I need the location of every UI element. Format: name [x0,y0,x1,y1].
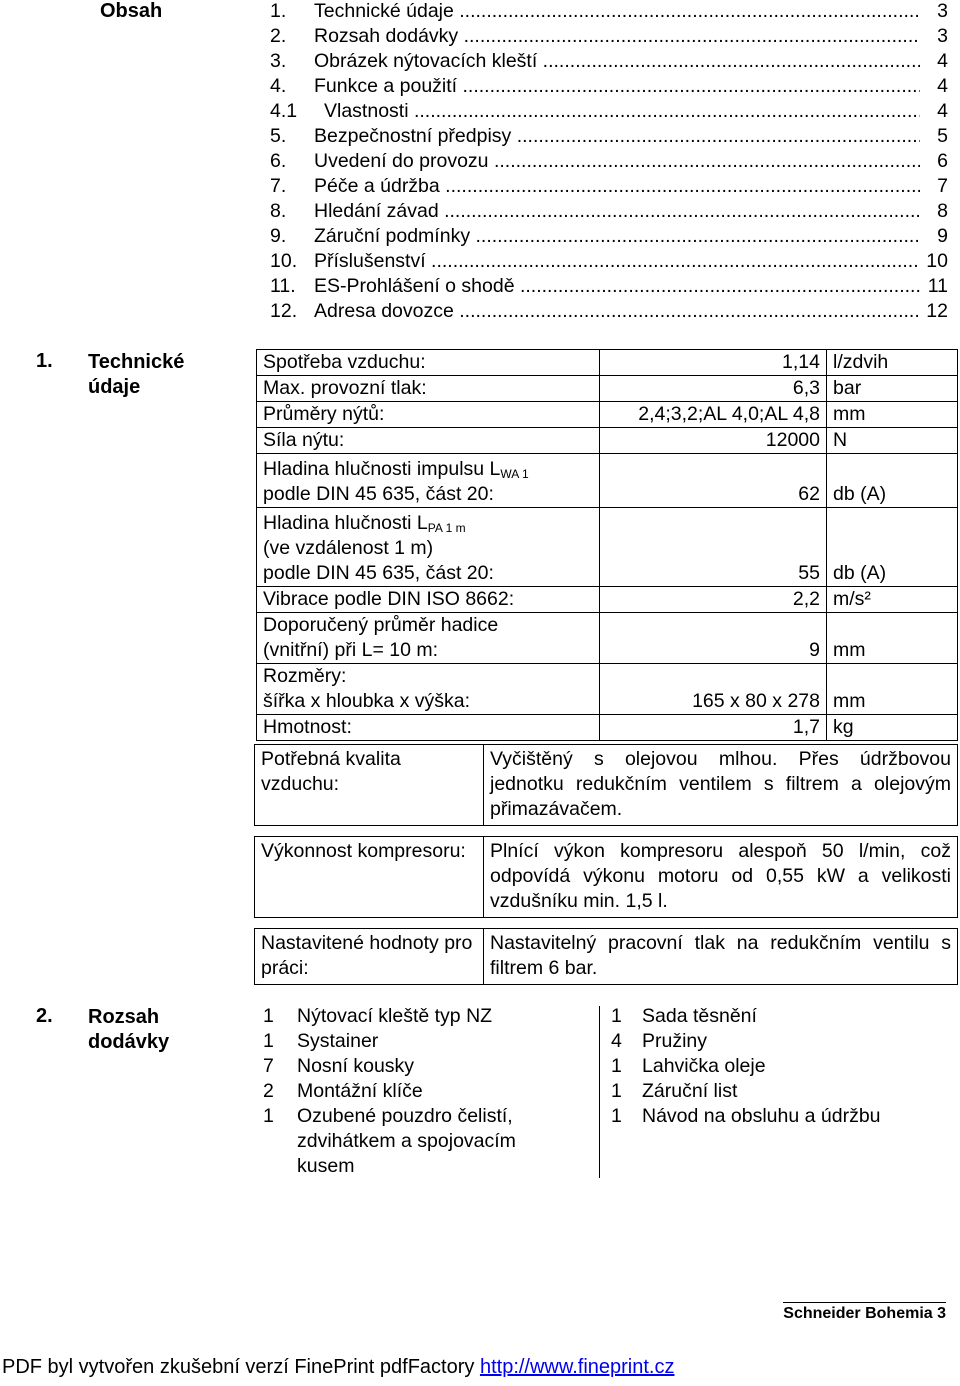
list-item: 7 Nosní kousky [263,1055,415,1077]
table-row: Potřebná kvalita vzduchu: Vyčištěný s olejovou mlhou. Přes údržbovou jednotku redukčním ventilem s filtrem a olejovým přimazávačem. [255,745,958,826]
list-item: 1 Návod na obsluhu a údržbu [611,1105,881,1127]
list-item: 1 Lahvička oleje [611,1055,766,1077]
list-item: 4 Pružiny [611,1030,708,1052]
spec-table [256,349,958,741]
air-quality-table [254,744,958,985]
table-row: Doporučený průměr hadice (vnitřní) při L= 10 m: 9 mm [257,613,958,664]
toc-entry[interactable]: 6. Uvedení do provozu ..... 6 [270,150,950,175]
toc-entry[interactable]: 4.1 Vlastnosti ..... 4 [270,100,950,125]
table-row: Max. provozní tlak: 6,3 bar [257,376,958,402]
list-item: 1 Sada těsnění [611,1005,757,1027]
table-row: Vibrace podle DIN ISO 8662: 2,2 m/s² [257,587,958,613]
table-row: Průměry nýtů: 2,4;3,2;AL 4,0;AL 4,8 mm [257,402,958,428]
section-2-number: 2. [36,1005,53,1027]
toc-entry[interactable]: 1. Technické údaje ..... 3 [270,0,950,25]
table-row: Hladina hlučnosti $L_{PA 1 m}$ (ve vzdálenost 1 m) podle DIN 45 635, část 20: 55 db (A) [257,508,958,587]
list-item: 2 Montážní klíče [263,1080,423,1102]
table-row: Hmotnost: 1,7 kg [257,715,958,741]
section-2-title: Rozsah dodávky [88,1006,170,1053]
pdf-note: PDF byl vytvořen zkušební verzí FinePrint pdfFactory http://www.fineprint.cz [2,1356,675,1378]
fineprint-link[interactable]: http://www.fineprint.cz [479,1356,675,1378]
toc-entry[interactable]: 10. Příslušenství ..... 10 [270,250,950,275]
table-row: Hladina hlučnosti impulsu $L_{WA 1}$ podle DIN 45 635, část 20: 62 db (A) [257,454,958,508]
table-row: Výkonnost kompresoru: Plnící výkon kompresoru alespoň 50 l/min, což odpovídá výkonu motoru od 0,55 kW a velikosti vzdušníku min. 1,5 l. [255,837,958,918]
toc-entry[interactable]: 11. ES-Prohlášení o shodě ..... 11 [270,275,950,300]
toc-entry[interactable]: 3. Obrázek nýtovacích kleští ..... 4 [270,50,950,75]
toc-entry[interactable]: 8. Hledání závad ..... 8 [270,200,950,225]
table-row: Rozměry: šířka x hloubka x výška: 165 x 80 x 278 mm [257,664,958,715]
delivery-list-right [611,1004,951,1129]
toc-heading: Obsah [100,0,163,22]
footer-brand: Schneider Bohemia 3 [783,1302,946,1323]
list-item: 1 Systainer [263,1030,379,1052]
list-item: 1 Ozubené pouzdro čelistí, zdvihátkem a spojovacím kusem [263,1105,516,1177]
delivery-list-left [263,1004,553,1179]
section-1-title: Technické údaje [88,351,185,398]
toc-entry[interactable]: 9. Záruční podmínky ..... 9 [270,225,950,250]
toc-entry[interactable]: 12. Adresa dovozce ..... 12 [270,300,950,325]
toc-entry[interactable]: 2. Rozsah dodávky ..... 3 [270,25,950,50]
column-divider [599,1006,600,1178]
table-of-contents [270,0,950,325]
list-item: 1 Nýtovací kleště typ NZ [263,1005,493,1027]
section-1-number: 1. [36,350,53,372]
table-row: Nastavitené hodnoty pro práci: Nastavitelný pracovní tlak na redukčním ventilu s filtrem 6 bar. [255,929,958,985]
toc-entry[interactable]: 5. Bezpečnostní předpisy ..... 5 [270,125,950,150]
list-item: 1 Záruční list [611,1080,738,1102]
toc-entry[interactable]: 7. Péče a údržba ..... 7 [270,175,950,200]
table-row: Spotřeba vzduchu: 1,14 l/zdvih [257,350,958,376]
toc-entry[interactable]: 4. Funkce a použití ..... 4 [270,75,950,100]
table-row: Síla nýtu: 12000 N [257,428,958,454]
